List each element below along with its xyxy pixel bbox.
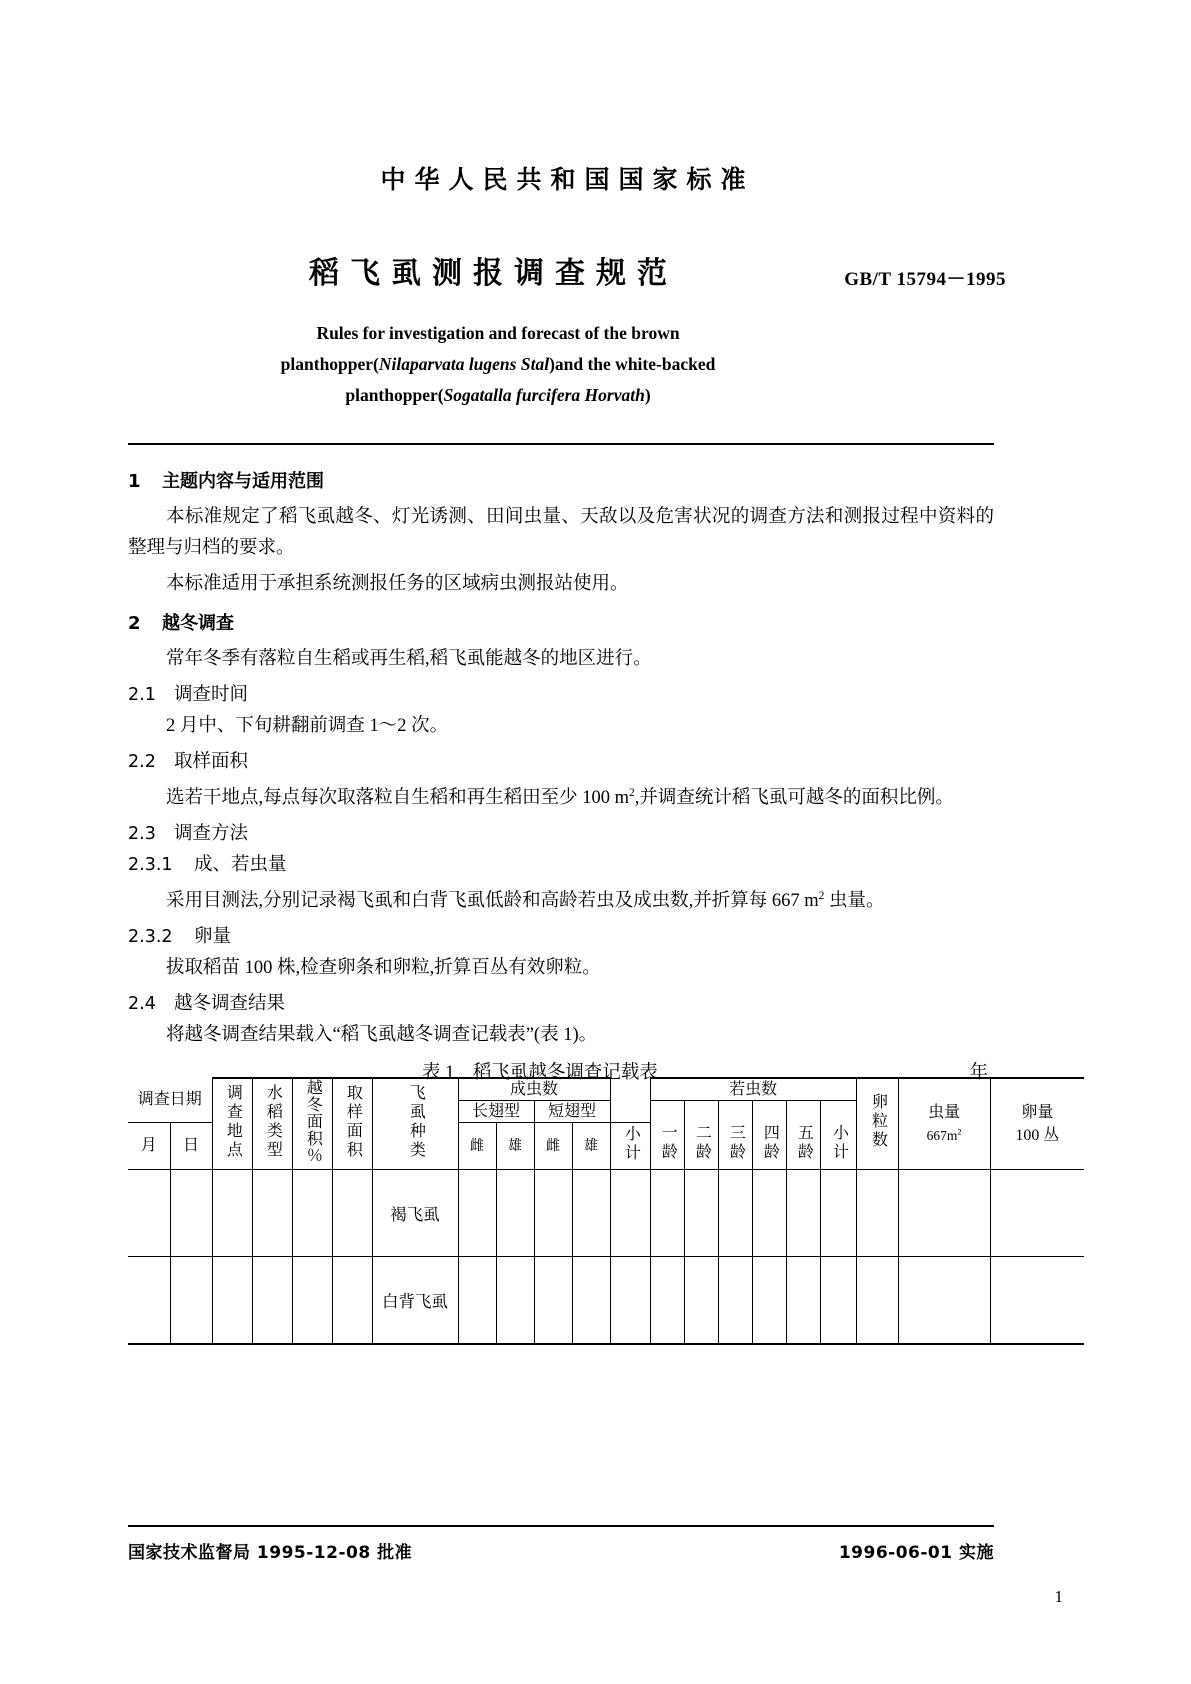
th-instar-3: 三龄 [718,1123,752,1170]
th-male-macropterous: 雄 [496,1123,534,1170]
cell-sample-area[interactable] [332,1257,372,1345]
section-1-paragraph-1: 本标准规定了稻飞虱越冬、灯光诱测、田间虫量、天敌以及危害状况的调查方法和测报过程中资料的整理与归档的要求。 [128,507,994,558]
page-title: 稻飞虱测报调查规范 [309,256,678,291]
th-insect-quantity: 虫量 $667m^2$ [898,1078,990,1170]
cell-male-macropterous[interactable] [496,1170,534,1257]
section-2-2-heading: 2.2 取样面积 [128,752,249,772]
section-2-4-paragraph-1: 将越冬调查结果载入“稻飞虱越冬调查记载表”(表 1)。 [166,1025,598,1046]
cell-day[interactable] [170,1257,212,1345]
cell-instar-5[interactable] [786,1170,820,1257]
th-survey-place: 调查地点 [212,1078,252,1170]
th-instar-1: 一龄 [650,1123,684,1170]
table-row[interactable] [128,1170,1084,1257]
cell-male-brachypterous[interactable] [572,1257,610,1345]
section-2-3-1-paragraph-1: 采用目测法,分别记录褐飞虱和白背飞虱低龄和高龄若虫及成虫数,并折算每 667 $m^2$ 虫量。 [166,890,885,912]
section-1-heading: 1 主题内容与适用范围 [128,471,324,492]
english-title-line-1: Rules for investigation and forecast of the brown [316,323,680,343]
cell-insect-quantity[interactable] [898,1257,990,1345]
cell-female-macropterous[interactable] [458,1170,496,1257]
cell-female-brachypterous[interactable] [534,1257,572,1345]
cell-male-macropterous[interactable] [496,1257,534,1345]
th-instar-2: 二龄 [684,1123,718,1170]
document-body [128,467,994,1086]
th-instar4-spacer [752,1101,786,1123]
footer-approval: 国家技术监督局 1995-12-08 批准 [128,1543,413,1563]
cell-egg-count[interactable] [856,1170,898,1257]
cell-species: 白背飞虱 [372,1257,458,1345]
cell-month[interactable] [128,1170,170,1257]
section-2-paragraph-1: 常年冬季有落粒自生稻或再生稻,稻飞虱能越冬的地区进行。 [166,649,652,669]
table-row[interactable] [128,1257,1084,1345]
cell-month[interactable] [128,1257,170,1345]
cell-egg-count[interactable] [856,1257,898,1345]
table-caption: 表 1 稻飞虱越冬调查记载表 [422,1063,658,1084]
th-instar-4: 四龄 [752,1123,786,1170]
header-divider-rule [128,443,994,445]
th-adult-count: 成虫数 [458,1078,610,1101]
cell-female-brachypterous[interactable] [534,1170,572,1257]
th-female-macropterous: 雌 [458,1123,496,1170]
page-number: 1 [1054,1587,1063,1606]
th-male-brachypterous: 雄 [572,1123,610,1170]
cell-male-brachypterous[interactable] [572,1170,610,1257]
english-title-line-2: planthopper(Nilaparvata lugens Stal)and the white-backed [280,354,716,374]
cell-overwinter-area[interactable] [292,1257,332,1345]
cell-survey-place[interactable] [212,1257,252,1345]
th-month: 月 [128,1123,170,1170]
english-title [128,318,998,411]
cell-instar-2[interactable] [684,1170,718,1257]
cell-egg-quantity[interactable] [990,1170,1084,1257]
cell-rice-type[interactable] [252,1257,292,1345]
cell-egg-quantity[interactable] [990,1257,1084,1345]
cell-adult-subtotal[interactable] [610,1170,650,1257]
th-instar5-spacer [786,1101,820,1123]
cell-survey-place[interactable] [212,1170,252,1257]
footer-implementation: 1996-06-01 实施 [838,1543,994,1563]
th-nymph-count: 若虫数 [650,1078,856,1101]
cell-species: 褐飞虱 [372,1170,458,1257]
th-macropterous: 长翅型 [458,1101,534,1123]
th-egg-quantity: 卵量 100 丛 [990,1078,1084,1170]
th-day: 日 [170,1123,212,1170]
cell-instar-5[interactable] [786,1257,820,1345]
national-standard-label: 中华人民共和国国家标准 [380,165,755,194]
th-planthopper-species: 飞虱种类 [372,1078,458,1170]
cell-overwinter-area[interactable] [292,1170,332,1257]
th-instar-5: 五龄 [786,1123,820,1170]
standard-number: GB/T 15794－1995 [844,269,1006,290]
section-2-2-paragraph-1: 选若干地点,每点每次取落粒自生稻和再生稻田至少 100 $m^2$,并调查统计稻飞虱可越冬的面积比例。 [166,787,954,809]
cell-nymph-subtotal[interactable] [820,1257,856,1345]
cell-instar-3[interactable] [718,1257,752,1345]
section-2-3-heading: 2.3 调查方法 [128,824,249,845]
footer-divider-rule [128,1525,994,1527]
section-2-3-2-heading: 2.3.2 卵量 [128,927,232,948]
section-2-3-1-heading: 2.3.1 成、若虫量 [128,855,287,876]
th-brachypterous: 短翅型 [534,1101,610,1123]
th-egg-count: 卵粒数 [856,1078,898,1170]
cell-instar-2[interactable] [684,1257,718,1345]
th-sample-area: 取样面积 [332,1078,372,1170]
cell-instar-3[interactable] [718,1170,752,1257]
section-2-1-heading: 2.1 调查时间 [128,685,249,705]
record-table [128,1077,1084,1345]
section-1-paragraph-2: 本标准适用于承担系统测报任务的区域病虫测报站使用。 [166,574,629,594]
cell-adult-subtotal[interactable] [610,1257,650,1345]
cell-day[interactable] [170,1170,212,1257]
section-2-heading: 2 越冬调查 [128,613,234,634]
th-nymph-subtotal: 小计 [820,1123,856,1170]
cell-insect-quantity[interactable] [898,1170,990,1257]
cell-female-macropterous[interactable] [458,1257,496,1345]
title-row [128,248,1006,292]
th-overwinter-area: 越冬面积％ [292,1078,332,1170]
th-nymph-subtotal-spacer [820,1101,856,1123]
th-instar1-spacer [650,1101,684,1123]
th-instar3-spacer [718,1101,752,1123]
page-footer [128,1538,994,1563]
masthead [128,160,1006,411]
th-female-brachypterous: 雌 [534,1123,572,1170]
cell-rice-type[interactable] [252,1170,292,1257]
th-survey-date: 调查日期 [128,1078,212,1123]
th-adult-subtotal-spacer [610,1078,650,1123]
section-2-4-heading: 2.4 越冬调查结果 [128,994,286,1015]
overwintering-record-table [128,1077,1060,1345]
cell-nymph-subtotal[interactable] [820,1170,856,1257]
cell-instar-4[interactable] [752,1257,786,1345]
table-header-row-1 [128,1078,1084,1101]
th-adult-subtotal: 小计 [610,1123,650,1170]
cell-instar-4[interactable] [752,1170,786,1257]
cell-instar-1[interactable] [650,1257,684,1345]
section-2-1-paragraph-1: 2 月中、下旬耕翻前调查 1～2 次。 [166,716,449,736]
th-rice-type: 水稻类型 [252,1078,292,1170]
section-2-3-2-paragraph-1: 拔取稻苗 100 株,检查卵条和卵粒,折算百丛有效卵粒。 [166,958,601,979]
th-instar2-spacer [684,1101,718,1123]
cell-instar-1[interactable] [650,1170,684,1257]
table-year-label: 年 [969,1063,988,1084]
cell-sample-area[interactable] [332,1170,372,1257]
english-title-line-3: planthopper(Sogatalla furcifera Horvath) [345,385,651,405]
